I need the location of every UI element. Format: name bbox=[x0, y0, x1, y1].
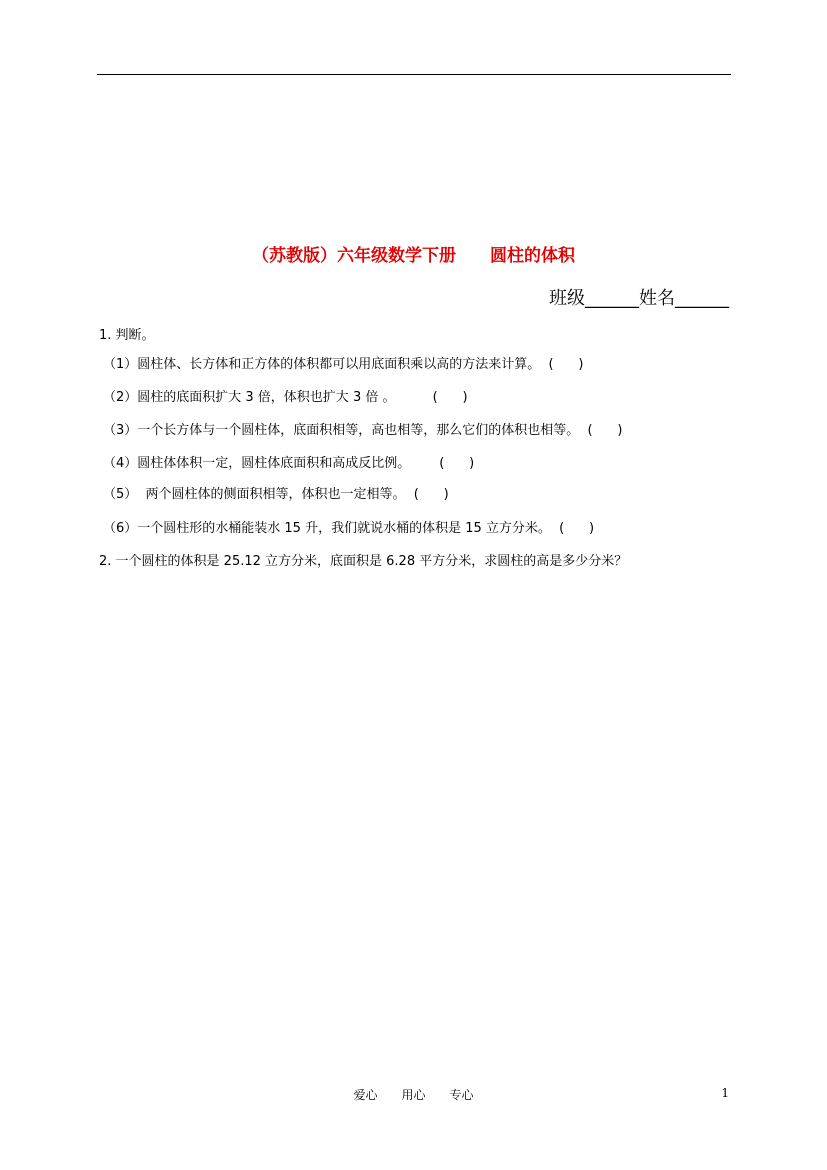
judgment-item-4: （4）圆柱体体积一定，圆柱体底面积和高成反比例。 ( ) bbox=[103, 456, 475, 471]
judgment-item-2: （2）圆柱的底面积扩大 3 倍，体积也扩大 3 倍 。 ( ) bbox=[103, 390, 468, 405]
judgment-item-3: （3）一个长方体与一个圆柱体，底面积相等，高也相等，那么它们的体积也相等。 ( ) bbox=[103, 423, 623, 438]
judgment-item-6: （6）一个圆柱形的水桶能装水 15 升，我们就说水桶的体积是 15 立方分米。 ( ) bbox=[103, 521, 595, 536]
footer-motto: 爱心 用心 专心 bbox=[353, 1088, 474, 1102]
page-title: （苏教版）六年级数学下册 圆柱的体积 bbox=[252, 246, 575, 266]
judgment-item-1: （1）圆柱体、长方体和正方体的体积都可以用底面积乘以高的方法来计算。 ( ) bbox=[103, 357, 584, 372]
class-name-line: 班级______姓名______ bbox=[549, 288, 729, 309]
judgment-item-5: （5） 两个圆柱体的侧面积相等，体积也一定相等。 ( ) bbox=[103, 487, 449, 502]
page-number: 1 bbox=[721, 1086, 729, 1100]
header-rule bbox=[97, 74, 731, 75]
question-2: 2. 一个圆柱的体积是 25.12 立方分米，底面积是 6.28 平方分米，求圆柱的高是多少分米？ bbox=[99, 554, 628, 569]
section1-heading: 1. 判断。 bbox=[99, 328, 155, 343]
